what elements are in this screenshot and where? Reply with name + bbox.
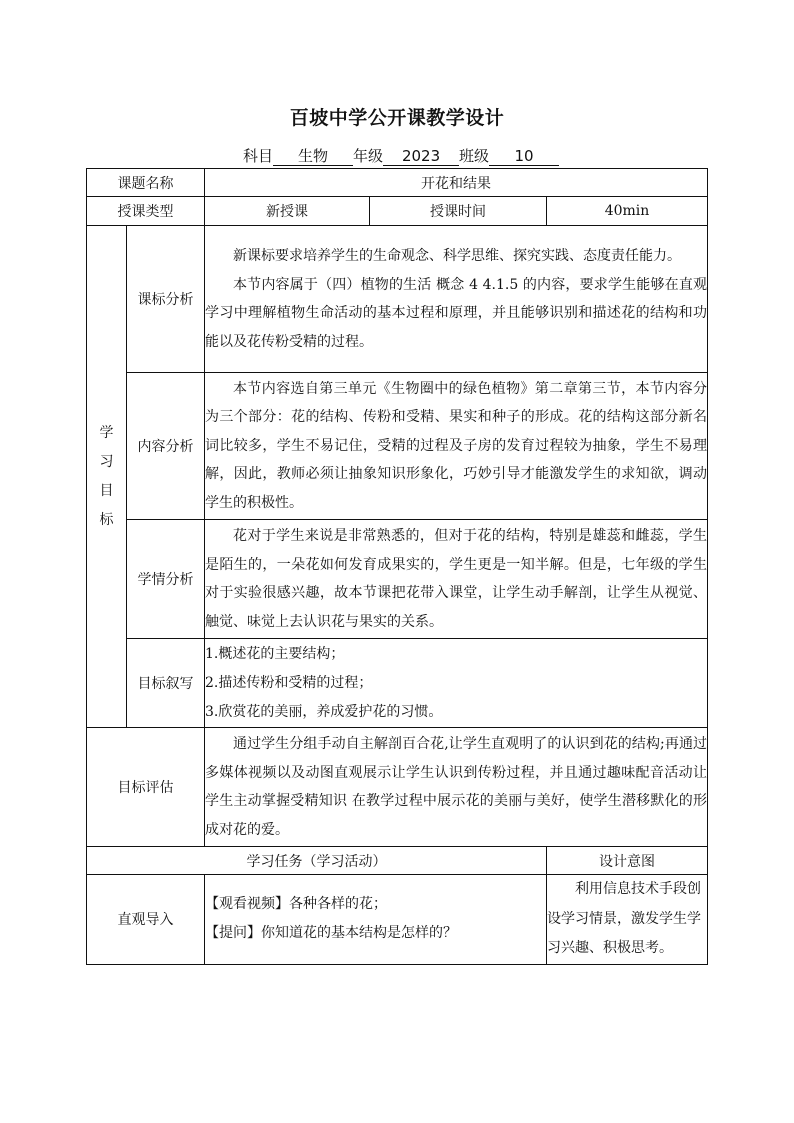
list-item: 【观看视频】各种各样的花； [205, 896, 387, 913]
time-label: 授课时间 [370, 197, 547, 226]
grade-value: 2023 [383, 148, 459, 166]
student-row [87, 520, 708, 639]
learning-goals-label: 学 习 目 标 [87, 226, 127, 728]
intro-label: 直观导入 [87, 875, 205, 965]
list-item: 【提问】你知道花的基本结构是怎样的？ [205, 925, 457, 942]
list-item: 3.欣赏花的美丽，养成爱护花的习惯。 [205, 703, 443, 720]
evaluation-label: 目标评估 [87, 728, 205, 847]
content-text: 本节内容选自第三单元《生物圈中的绿色植物》第二章第三节，本节内容分为三个部分：花的结构、传粉和受精、果实和种子的形成。花的结构这部分新名词比较多，学生不易记住，受精的过程及子房的发育过程较为抽象，学生不易理解，因此，教师必须让抽象知识形象化，巧妙引导才能激发学生的求知欲，调动学生的积极性。 [205, 373, 708, 520]
lesson-plan-table [86, 168, 708, 965]
type-row [87, 197, 708, 226]
intro-design: 利用信息技术手段创设学习情景，激发学生学习兴趣、积极思考。 [547, 875, 708, 965]
intro-row [87, 875, 708, 965]
subject-value: 生物 [273, 148, 353, 166]
document-title: 百坡中学公开课教学设计 [289, 107, 505, 129]
task-header: 学习任务（学习活动） [87, 847, 547, 875]
intro-activities [205, 875, 547, 965]
course-info-line [243, 145, 559, 166]
student-text: 花对于学生来说是非常熟悉的，但对于花的结构，特别是雄蕊和雌蕊，学生是陌生的，一朵花如何发育成果实的，学生更是一知半解。但是，七年级的学生对于实验很感兴趣，故本节课把花带入课堂，让学生动手解剖，让学生从视觉、触觉、味觉上去认识花与果实的关系。 [205, 520, 708, 639]
evaluation-text: 通过学生分组手动自主解剖百合花,让学生直观明了的认识到花的结构;再通过多媒体视频以及动图直观展示让学生认识到传粉过程，并且通过趣味配音活动让学生主动掌握受精知识 在教学过程中展示花的美丽与美好，使学生潜移默化的形成对花的爱。 [205, 728, 708, 847]
class-label: 班级 [459, 147, 490, 165]
objectives-label: 目标叙写 [127, 639, 205, 728]
task-header-row [87, 847, 708, 875]
type-label: 授课类型 [87, 197, 205, 226]
list-item: 2.描述传粉和受精的过程； [205, 674, 373, 691]
class-value: 10 [489, 148, 559, 166]
topic-value: 开花和结果 [205, 169, 708, 197]
curriculum-row [87, 226, 708, 373]
student-label: 学情分析 [127, 520, 205, 639]
topic-row [87, 169, 708, 197]
subject-label: 科目 [243, 147, 274, 165]
objectives-row [87, 639, 708, 728]
list-item: 1.概述花的主要结构； [205, 645, 345, 662]
type-value: 新授课 [205, 197, 370, 226]
curriculum-text: 新课标要求培养学生的生命观念、科学思维、探究实践、态度责任能力。 本节内容属于（四）植物的生活 概念 4 4.1.5 的内容，要求学生能够在直观学习中理解植物生命活动的基本过程和原理，并且能够识别和描述花的结构和功能以及花传粉受精的过程。 [205, 226, 708, 373]
curriculum-label: 课标分析 [127, 226, 205, 373]
evaluation-row [87, 728, 708, 847]
content-label: 内容分析 [127, 373, 205, 520]
design-header: 设计意图 [547, 847, 708, 875]
objectives-list [205, 639, 708, 728]
content-row [87, 373, 708, 520]
grade-label: 年级 [353, 147, 384, 165]
time-value: 40min [547, 197, 708, 226]
topic-label: 课题名称 [87, 169, 205, 197]
